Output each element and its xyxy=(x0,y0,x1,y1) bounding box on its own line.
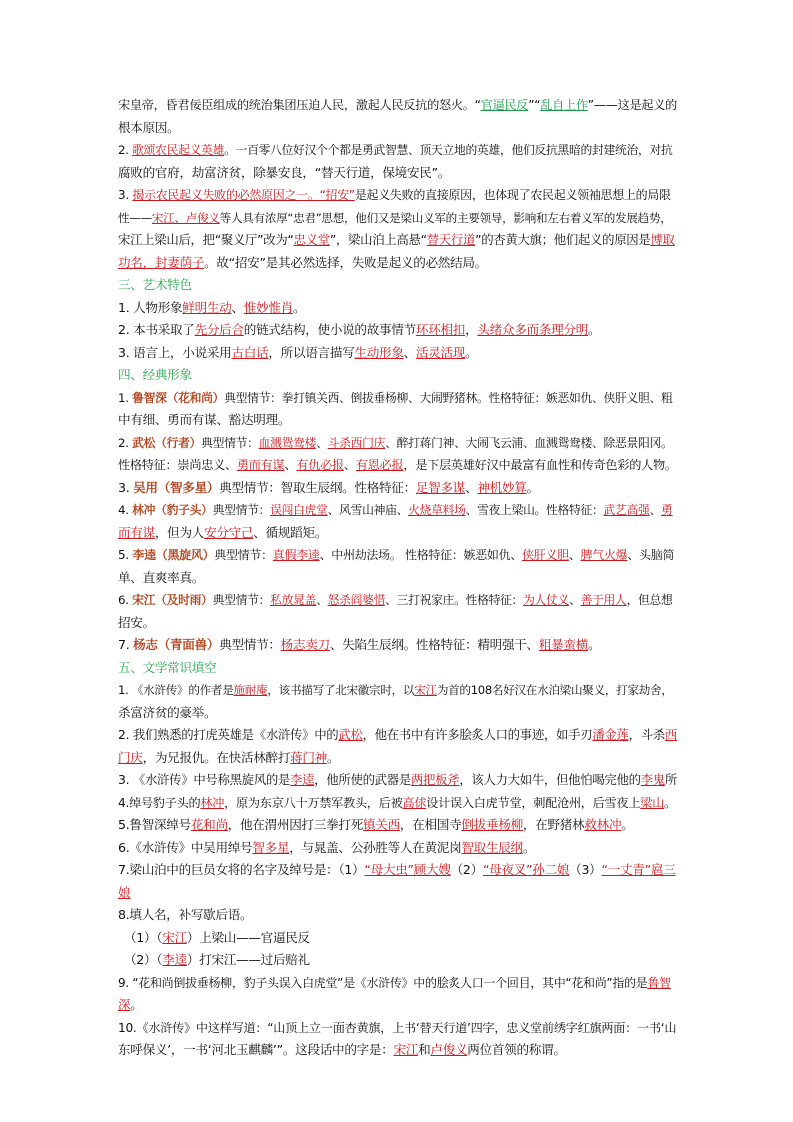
answer: 有恩必报 xyxy=(355,458,404,472)
list-item xyxy=(118,499,678,522)
paragraph xyxy=(118,229,678,252)
text: 腐败的官府，劫富济贫，除暴安良，“替天行道，保境安民”。 xyxy=(118,164,451,180)
text: 6. xyxy=(118,593,133,607)
question xyxy=(118,927,678,950)
text: ，与晁盖、公孙胜等人在黄泥岗 xyxy=(289,839,462,855)
list-item xyxy=(118,387,678,410)
answer: 神机妙算 xyxy=(477,479,527,495)
text: 4.绰号豹子头的 xyxy=(118,795,201,810)
answer: 宋江 xyxy=(393,1042,419,1057)
text: 2. 我们熟悉的打虎英雄是《水浒传》中的 xyxy=(118,727,339,742)
answer: 而有谋 xyxy=(118,524,155,540)
answer: 误闯白虎堂 xyxy=(270,503,328,517)
text: 6.《水浒传》中吴用绰号 xyxy=(118,839,253,855)
answer: 头绪众多而条理分明 xyxy=(477,322,589,337)
answer: 粗暴蛮横 xyxy=(538,637,589,652)
text: （2）（ xyxy=(124,952,163,967)
text: 典型情节： xyxy=(212,593,271,607)
question xyxy=(118,837,678,860)
text: 、 xyxy=(649,503,662,517)
question xyxy=(118,972,678,995)
character-name: 鲁智深（花和尚） xyxy=(132,390,225,405)
text: 杀富济贫的豪举。 xyxy=(118,704,217,720)
text: 。 xyxy=(526,479,539,495)
text: 。 xyxy=(130,997,143,1012)
answer: 活灵活现 xyxy=(415,344,466,360)
text: 。 xyxy=(465,344,478,360)
answer: “母夜叉”孙二娘 xyxy=(482,862,570,877)
list-item xyxy=(118,522,678,545)
answer: 脾气火爆 xyxy=(580,548,628,562)
text: 是起义失败的直接原因，也体现了农民起义领袖思想上的局限 xyxy=(354,188,671,202)
text: ”——这是起义的 xyxy=(587,98,678,112)
answer: 博取 xyxy=(650,232,675,247)
answer: 鲜明生动 xyxy=(182,299,232,315)
text: 所 xyxy=(664,772,677,787)
text: 、 xyxy=(343,458,356,472)
text: ，为兄报仇。在快活林醉打 xyxy=(142,749,291,765)
text: ，他在书中有许多脍炙人口的事迹，如手刃 xyxy=(362,727,593,742)
text: 等人具有浓厚“忠君”思想，他们又是梁山义军的主要领导，影响和左右着义军的发展趋势， xyxy=(219,210,672,225)
text: 典型情节：拳打镇关西、倒拔垂杨柳、大闹野猪林。性格特征：嫉恶如仇、侠肝义胆、粗 xyxy=(224,390,673,405)
answer: 火烧草料场 xyxy=(408,503,466,517)
character-name: 吴用（智多星） xyxy=(133,479,220,495)
answer: 古白话 xyxy=(231,344,269,360)
question xyxy=(118,724,678,747)
answer: 宋江 xyxy=(414,683,437,697)
answer: 足智多谋 xyxy=(415,479,466,495)
text: 、 xyxy=(316,593,328,607)
character-name: 宋江（及时雨） xyxy=(132,593,213,607)
text: ，原为东京八十万禁军教头，后被 xyxy=(224,795,403,810)
text: 3. xyxy=(118,479,134,495)
intro-line xyxy=(118,94,678,117)
section-heading: 五、文学常识填空 xyxy=(118,659,217,675)
paragraph xyxy=(118,162,678,185)
text: 典型情节： xyxy=(212,503,271,517)
text: 5. xyxy=(118,548,133,562)
text: 宋皇帝，昏君佞臣组成的统治集团压迫人民，激起人民反抗的怒火。“ xyxy=(118,98,481,112)
answer: 武艺高强 xyxy=(603,503,650,517)
answer: 潘金莲 xyxy=(592,727,629,742)
text: 、 xyxy=(316,435,328,450)
text: 10.《水浒传》中这样写道：“山顶上立一面杏黄旗，上书‘替天行道’四字，忠义堂前绣字红旗两面：一书‘山 xyxy=(118,1020,677,1035)
list-item xyxy=(118,612,678,635)
answer: 李逵 xyxy=(162,952,187,967)
text: 。故“招安”是其必然选择，失败是起义的必然结局。 xyxy=(204,254,487,270)
question xyxy=(118,747,678,770)
text: （2） xyxy=(450,862,483,877)
text: 、 xyxy=(569,593,581,607)
question xyxy=(118,814,678,837)
paragraph xyxy=(118,139,678,162)
answer: “一丈青”扈三 xyxy=(601,862,676,877)
character-name: 杨志（青面兽） xyxy=(133,637,220,652)
text: ， xyxy=(465,322,478,337)
answer: 惟妙惟肖 xyxy=(243,299,293,315)
answer: 宋江、卢俊义 xyxy=(151,210,220,225)
text: ，他所使的武器是 xyxy=(314,772,411,787)
text: 性—— xyxy=(118,210,152,225)
text: ，该书描写了北宋徽宗时，以 xyxy=(267,683,415,697)
question xyxy=(118,769,678,792)
character-name: 李逵（黑旋风） xyxy=(132,548,215,562)
text: 1. 人物形象 xyxy=(118,299,183,315)
list-item xyxy=(118,589,678,612)
text: 典型情节：智取生辰纲。性格特征： xyxy=(219,479,416,495)
text: 8.填人名，补写歇后语。 xyxy=(118,907,253,922)
text: 、风雪山神庙、 xyxy=(327,503,409,517)
answer: 私放晁盖 xyxy=(270,593,317,607)
answer: 娘 xyxy=(118,884,131,900)
text: （1）（ xyxy=(124,929,163,945)
answer: 蒋门神 xyxy=(290,749,328,765)
text: ，是下层英雄好汉中最富有血性和传奇色彩的人物。 xyxy=(403,458,677,472)
text: 、 xyxy=(465,479,478,495)
answer: 倒拔垂杨柳 xyxy=(461,817,523,832)
text: 和 xyxy=(418,1042,431,1057)
text: 3. xyxy=(118,188,133,202)
list-item xyxy=(118,567,678,590)
answer: 乱自上作 xyxy=(540,98,588,112)
text: 。 xyxy=(664,795,676,810)
text: 、 xyxy=(284,458,297,472)
section-heading: 四、经典形象 xyxy=(118,367,192,382)
text: 7.梁山泊中的巨员女将的名字及绰号是：（1） xyxy=(118,862,365,877)
text: 。 xyxy=(327,749,340,765)
text: 中有细、勇而有谋、豁达明理。 xyxy=(118,412,291,427)
text: 、三打祝家庄。性格特征： xyxy=(385,593,524,607)
question xyxy=(118,994,678,1017)
text: 根本原因。 xyxy=(118,119,180,135)
question xyxy=(118,904,678,927)
list-item xyxy=(118,454,678,477)
text: ”的杏黄大旗；他们起义的原因是 xyxy=(475,232,651,247)
text: 为首的108名好汉在水泊梁山聚义，打家劫舍， xyxy=(436,683,673,697)
text: 东呼保义’，一书‘河北玉麒麟’”。这段话中的字是： xyxy=(118,1042,394,1057)
answer: 武松 xyxy=(338,727,363,742)
text: 3. 语言上，小说采用 xyxy=(118,344,232,360)
answer: 环环相扣 xyxy=(415,322,466,337)
list-item xyxy=(118,634,678,657)
answer: 卢俊义 xyxy=(430,1042,468,1057)
intro-line xyxy=(118,117,678,140)
answer: 真假李逵 xyxy=(272,548,320,562)
answer: 花和尚 xyxy=(190,817,228,832)
text: 4. xyxy=(118,503,133,517)
answer: 有仇必报 xyxy=(296,458,344,472)
text: ，在相国寺 xyxy=(399,817,462,832)
text: 2. xyxy=(118,143,133,157)
answer: 官逼民反 xyxy=(480,98,529,112)
question xyxy=(118,949,678,972)
text: 性格特征：崇尚忠义、 xyxy=(118,458,237,472)
answer: 梁山 xyxy=(640,795,664,810)
answer: 深 xyxy=(118,997,131,1012)
text: 7. xyxy=(118,637,134,652)
answer: 门庆 xyxy=(118,749,143,765)
text: 、循规蹈矩。 xyxy=(253,524,328,540)
text: ，该人力大如牛，但他怕喝完他的 xyxy=(459,772,641,787)
text: ）上梁山——官逼民反 xyxy=(186,929,310,945)
answer: 智多星 xyxy=(252,839,290,855)
answer: 侠肝义胆 xyxy=(522,548,569,562)
answer: 智取生辰纲 xyxy=(461,839,523,855)
answer: 善于用人 xyxy=(580,593,627,607)
answer: 施耐庵 xyxy=(233,683,268,697)
text: 典型情节： xyxy=(219,637,281,652)
text: 、 xyxy=(231,299,244,315)
answer: 勇 xyxy=(661,503,673,517)
answer: 林冲 xyxy=(200,795,225,810)
text: 单、直爽率真。 xyxy=(118,569,205,585)
text: 典型情节： xyxy=(201,435,259,450)
list-item xyxy=(118,477,678,500)
list-item xyxy=(118,297,678,320)
text: 设计误入白虎节堂，刺配沧州，后雪夜上 xyxy=(426,795,641,810)
question xyxy=(118,679,678,702)
answer: 生动形象 xyxy=(354,344,404,360)
answer: 歌颂农民起义英雄 xyxy=(132,143,225,157)
question xyxy=(118,882,678,905)
text: 两位首领的称谓。 xyxy=(467,1042,566,1057)
answer: 救林冲 xyxy=(584,817,622,832)
text: 、失陷生辰纲。性格特征：精明强干、 xyxy=(329,637,539,652)
answer: 李逵 xyxy=(290,772,315,787)
question xyxy=(118,792,678,815)
list-item xyxy=(118,319,678,342)
text: ）打宋江——过后赔礼 xyxy=(186,952,310,967)
question xyxy=(118,702,678,725)
answer: 西 xyxy=(664,727,677,742)
text: 3. 《水浒传》中号称黑旋风的是 xyxy=(118,772,291,787)
text: 、醉打蒋门神、大闹飞云浦、血溅鸳鸯楼、除恶景阳冈。 xyxy=(385,435,673,450)
text: ，所以语言描写 xyxy=(268,344,355,360)
answer: 替天行道 xyxy=(426,232,476,247)
text: ”，梁山泊上高悬“ xyxy=(329,232,427,247)
text: 的链式结构，使小说的故事情节 xyxy=(243,322,416,337)
text: 、中州劫法场。 性格特征：嫉恶如仇、 xyxy=(319,548,523,562)
answer: 揭示农民起义失败的必然原因之一。“招安” xyxy=(132,188,355,202)
text: 。 xyxy=(588,322,601,337)
text: 5.鲁智深绰号 xyxy=(118,817,191,832)
text: 典型情节： xyxy=(214,548,273,562)
text: 、头脑简 xyxy=(627,548,675,562)
text: ”“ xyxy=(528,98,541,112)
text: ，他在渭州因打三拳打死 xyxy=(227,817,364,832)
list-item xyxy=(118,409,678,432)
answer: 鲁智 xyxy=(647,975,671,990)
answer: 斗杀西门庆 xyxy=(327,435,386,450)
answer: 李鬼 xyxy=(640,772,665,787)
character-name: 林冲（豹子头） xyxy=(132,503,213,517)
answer: 镇关西 xyxy=(363,817,400,832)
text: 。 xyxy=(621,817,634,832)
text: 、 xyxy=(403,344,416,360)
text: 2. xyxy=(118,435,133,450)
paragraph xyxy=(118,184,678,207)
answer: 忠义堂 xyxy=(293,232,330,247)
text: 9. “花和尚倒拔垂杨柳，豹子头误入白虎堂”是《水浒传》中的脍炙人口一个回目，其中“花和尚”指的是 xyxy=(118,975,648,990)
answer: 杨志卖刀 xyxy=(280,637,330,652)
character-name: 武松（行者） xyxy=(132,435,202,450)
paragraph xyxy=(118,207,678,230)
text: 1. 《水浒传》的作者是 xyxy=(118,683,234,697)
text: 1. xyxy=(118,390,133,405)
text: 、 xyxy=(568,548,581,562)
text: ，斗杀 xyxy=(628,727,665,742)
list-item xyxy=(118,544,678,567)
answer: 勇而有谋 xyxy=(236,458,285,472)
answer: 两把板斧 xyxy=(410,772,460,787)
text: 、雪夜上梁山。性格特征： xyxy=(465,503,604,517)
text: 招安。 xyxy=(118,614,155,630)
text: ，但总想 xyxy=(626,593,673,607)
text: ，在野猪林 xyxy=(522,817,585,832)
text: 。 xyxy=(522,839,536,855)
answer: 为人仗义 xyxy=(523,593,570,607)
answer: 高俅 xyxy=(402,795,427,810)
text: 。 xyxy=(292,299,306,315)
list-item xyxy=(118,432,678,455)
text: ，但为人 xyxy=(154,524,205,540)
text: （3） xyxy=(569,862,602,877)
paragraph xyxy=(118,252,678,275)
text: 。 xyxy=(588,637,601,652)
text: 。一百零八位好汉个个都是勇武智慧、顶天立地的英雄，他们反抗黑暗的封建统治，对抗 xyxy=(224,143,673,157)
question xyxy=(118,1017,678,1040)
answer: 先分后合 xyxy=(194,322,244,337)
document-page xyxy=(118,94,678,1062)
answer: 血溅鸳鸯楼 xyxy=(258,435,317,450)
answer: 安分守己 xyxy=(204,524,254,540)
answer: “母大虫”顾大嫂 xyxy=(364,862,451,877)
text: 2. 本书采取了 xyxy=(118,322,195,337)
list-item xyxy=(118,342,678,365)
text: 宋江上梁山后，把“聚义厅”改为“ xyxy=(118,232,294,247)
question xyxy=(118,859,678,882)
answer: 怒杀阎婆惜 xyxy=(327,593,386,607)
answer: 功名，封妻荫子 xyxy=(118,254,205,270)
question xyxy=(118,1039,678,1062)
section-heading: 三、艺术特色 xyxy=(118,277,192,292)
answer: 宋江 xyxy=(162,929,187,945)
